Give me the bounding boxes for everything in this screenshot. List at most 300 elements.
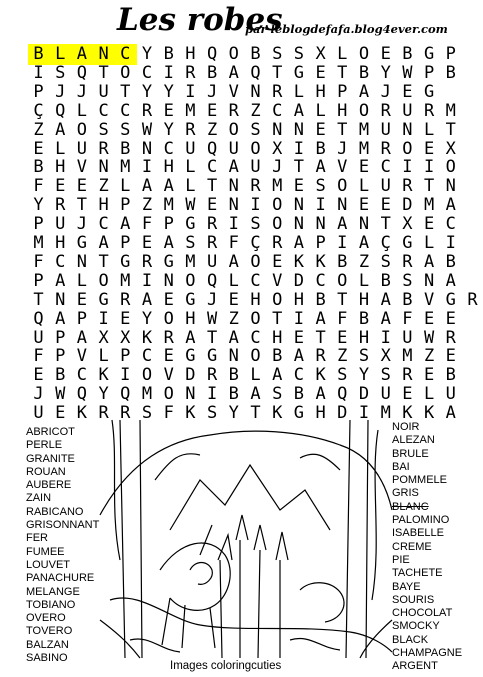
- grid-letter[interactable]: T: [76, 195, 88, 216]
- grid-letter[interactable]: L: [423, 233, 435, 253]
- grid-letter[interactable]: J: [33, 384, 44, 405]
- grid-letter[interactable]: U: [380, 119, 391, 140]
- grid-letter[interactable]: L: [250, 365, 261, 386]
- grid-letter[interactable]: K: [76, 403, 88, 424]
- grid-letter[interactable]: O: [250, 346, 261, 367]
- grid-letter[interactable]: D: [185, 365, 196, 386]
- grid-letter[interactable]: D: [293, 270, 305, 291]
- grid-letter[interactable]: X: [445, 138, 456, 159]
- grid-letter[interactable]: C: [315, 270, 326, 291]
- grid-letter[interactable]: Q: [206, 44, 218, 64]
- grid-letter[interactable]: M: [380, 403, 391, 424]
- grid-letter[interactable]: R: [423, 100, 435, 121]
- grid-letter[interactable]: C: [76, 365, 88, 386]
- grid-letter[interactable]: X: [98, 327, 109, 348]
- grid-letter[interactable]: B: [315, 138, 326, 159]
- grid-letter[interactable]: P: [120, 233, 131, 253]
- grid-letter[interactable]: I: [402, 157, 413, 178]
- grid-letter[interactable]: B: [445, 365, 456, 386]
- grid-letter[interactable]: Ç: [33, 100, 44, 121]
- grid-letter[interactable]: P: [120, 346, 131, 367]
- grid-letter[interactable]: R: [445, 327, 456, 348]
- grid-letter[interactable]: D: [358, 384, 370, 405]
- grid-letter[interactable]: K: [141, 327, 153, 348]
- grid-letter[interactable]: D: [337, 403, 348, 424]
- grid-letter[interactable]: O: [402, 138, 413, 159]
- grid-letter[interactable]: I: [293, 138, 305, 159]
- grid-letter[interactable]: G: [185, 289, 196, 310]
- grid-letter[interactable]: P: [315, 233, 326, 253]
- grid-letter[interactable]: T: [272, 308, 283, 329]
- grid-letter[interactable]: E: [402, 384, 413, 405]
- grid-letter[interactable]: L: [120, 176, 131, 197]
- grid-letter[interactable]: O: [228, 44, 239, 64]
- grid-letter[interactable]: I: [185, 81, 196, 102]
- grid-letter[interactable]: G: [163, 251, 174, 272]
- grid-letter[interactable]: G: [402, 233, 413, 253]
- grid-letter[interactable]: S: [185, 233, 196, 253]
- grid-letter[interactable]: G: [185, 346, 196, 367]
- grid-letter[interactable]: O: [272, 289, 283, 310]
- grid-letter[interactable]: U: [228, 138, 239, 159]
- grid-letter[interactable]: F: [33, 251, 44, 272]
- grid-letter[interactable]: O: [228, 119, 239, 140]
- grid-letter[interactable]: E: [423, 365, 435, 386]
- grid-letter[interactable]: A: [228, 157, 239, 178]
- grid-letter[interactable]: T: [315, 327, 326, 348]
- grid-letter[interactable]: E: [163, 100, 174, 121]
- grid-letter[interactable]: C: [206, 157, 218, 178]
- grid-letter[interactable]: M: [120, 157, 131, 178]
- grid-letter[interactable]: O: [337, 176, 348, 197]
- grid-letter[interactable]: E: [445, 308, 456, 329]
- grid-letter[interactable]: H: [98, 195, 109, 216]
- grid-letter[interactable]: O: [250, 308, 261, 329]
- grid-letter[interactable]: R: [206, 214, 218, 235]
- grid-letter[interactable]: O: [163, 308, 174, 329]
- grid-letter[interactable]: K: [402, 403, 413, 424]
- grid-letter[interactable]: E: [76, 176, 88, 197]
- grid-letter[interactable]: T: [380, 214, 391, 235]
- grid-letter[interactable]: J: [206, 81, 218, 102]
- grid-letter[interactable]: G: [445, 289, 456, 310]
- grid-letter[interactable]: B: [358, 308, 370, 329]
- grid-letter[interactable]: B: [293, 384, 305, 405]
- grid-letter[interactable]: W: [185, 195, 196, 216]
- grid-letter[interactable]: R: [141, 100, 153, 121]
- grid-letter[interactable]: P: [55, 327, 66, 348]
- grid-letter[interactable]: W: [423, 327, 435, 348]
- grid-letter[interactable]: T: [98, 62, 109, 83]
- grid-letter[interactable]: B: [337, 251, 348, 272]
- grid-letter[interactable]: A: [141, 176, 153, 197]
- grid-letter[interactable]: V: [423, 289, 435, 310]
- grid-letter[interactable]: E: [380, 195, 391, 216]
- grid-letter[interactable]: G: [423, 44, 435, 64]
- grid-letter[interactable]: L: [337, 44, 348, 64]
- grid-letter[interactable]: H: [55, 157, 66, 178]
- grid-letter[interactable]: U: [98, 81, 109, 102]
- grid-letter[interactable]: C: [250, 327, 261, 348]
- grid-letter[interactable]: B: [33, 157, 44, 178]
- grid-letter[interactable]: B: [315, 289, 326, 310]
- grid-letter[interactable]: Z: [33, 119, 44, 140]
- grid-letter[interactable]: O: [141, 365, 153, 386]
- grid-letter[interactable]: I: [380, 327, 391, 348]
- grid-letter[interactable]: S: [98, 119, 109, 140]
- grid-letter[interactable]: E: [206, 100, 218, 121]
- grid-letter[interactable]: F: [228, 233, 239, 253]
- grid-letter[interactable]: O: [272, 195, 283, 216]
- grid-letter[interactable]: V: [76, 346, 88, 367]
- grid-letter[interactable]: L: [423, 119, 435, 140]
- grid-letter[interactable]: E: [76, 289, 88, 310]
- grid-letter[interactable]: R: [185, 119, 196, 140]
- grid-letter[interactable]: B: [445, 251, 456, 272]
- grid-letter[interactable]: W: [206, 308, 218, 329]
- grid-letter[interactable]: L: [423, 384, 435, 405]
- grid-letter[interactable]: A: [185, 327, 196, 348]
- grid-letter[interactable]: B: [120, 138, 131, 159]
- grid-letter[interactable]: U: [250, 157, 261, 178]
- grid-letter[interactable]: B: [55, 365, 66, 386]
- grid-letter[interactable]: Z: [423, 346, 435, 367]
- grid-letter[interactable]: O: [185, 270, 196, 291]
- grid-letter[interactable]: Q: [55, 100, 66, 121]
- grid-letter[interactable]: K: [315, 251, 326, 272]
- grid-letter[interactable]: A: [163, 176, 174, 197]
- grid-letter[interactable]: X: [402, 214, 413, 235]
- grid-letter[interactable]: E: [163, 346, 174, 367]
- grid-letter[interactable]: S: [337, 365, 348, 386]
- grid-letter[interactable]: H: [272, 327, 283, 348]
- grid-letter[interactable]: A: [445, 195, 456, 216]
- grid-letter[interactable]: N: [163, 270, 174, 291]
- grid-letter[interactable]: N: [272, 119, 283, 140]
- grid-letter[interactable]: T: [98, 251, 109, 272]
- grid-letter[interactable]: U: [380, 384, 391, 405]
- grid-letter[interactable]: O: [337, 270, 348, 291]
- grid-letter[interactable]: W: [402, 62, 413, 83]
- grid-letter[interactable]: H: [315, 81, 326, 102]
- grid-letter[interactable]: E: [380, 44, 391, 64]
- grid-letter[interactable]: J: [76, 81, 88, 102]
- grid-letter[interactable]: S: [272, 384, 283, 405]
- grid-letter[interactable]: R: [120, 289, 131, 310]
- grid-letter[interactable]: T: [293, 157, 305, 178]
- grid-letter[interactable]: G: [293, 62, 305, 83]
- grid-letter[interactable]: F: [141, 214, 153, 235]
- grid-letter[interactable]: R: [272, 233, 283, 253]
- grid-letter[interactable]: M: [141, 384, 153, 405]
- grid-letter[interactable]: A: [55, 270, 66, 291]
- grid-letter[interactable]: O: [445, 157, 456, 178]
- grid-letter[interactable]: L: [55, 138, 66, 159]
- grid-letter[interactable]: E: [163, 289, 174, 310]
- grid-letter[interactable]: Z: [358, 251, 370, 272]
- grid-letter[interactable]: U: [402, 100, 413, 121]
- grid-letter[interactable]: Z: [141, 195, 153, 216]
- grid-letter[interactable]: A: [272, 365, 283, 386]
- grid-letter[interactable]: J: [272, 157, 283, 178]
- grid-letter[interactable]: Q: [76, 384, 88, 405]
- grid-letter[interactable]: V: [163, 365, 174, 386]
- grid-letter[interactable]: N: [358, 214, 370, 235]
- grid-letter[interactable]: E: [423, 214, 435, 235]
- grid-letter[interactable]: T: [250, 403, 261, 424]
- grid-letter[interactable]: T: [33, 289, 44, 310]
- grid-letter[interactable]: C: [163, 138, 174, 159]
- grid-letter[interactable]: N: [76, 251, 88, 272]
- grid-letter[interactable]: M: [185, 251, 196, 272]
- grid-letter[interactable]: A: [98, 233, 109, 253]
- grid-letter[interactable]: A: [141, 289, 153, 310]
- grid-letter[interactable]: M: [402, 346, 413, 367]
- grid-letter[interactable]: N: [315, 214, 326, 235]
- grid-letter[interactable]: L: [55, 44, 66, 64]
- grid-letter[interactable]: A: [55, 119, 66, 140]
- grid-letter[interactable]: Y: [228, 403, 239, 424]
- grid-letter[interactable]: N: [141, 138, 153, 159]
- grid-letter[interactable]: A: [55, 308, 66, 329]
- grid-letter[interactable]: O: [163, 384, 174, 405]
- grid-letter[interactable]: Q: [206, 270, 218, 291]
- grid-letter[interactable]: R: [402, 251, 413, 272]
- grid-letter[interactable]: S: [141, 403, 153, 424]
- grid-letter[interactable]: H: [250, 289, 261, 310]
- grid-letter[interactable]: Z: [98, 176, 109, 197]
- grid-letter[interactable]: N: [337, 195, 348, 216]
- grid-letter[interactable]: A: [423, 251, 435, 272]
- grid-letter[interactable]: O: [250, 138, 261, 159]
- grid-letter[interactable]: A: [358, 81, 370, 102]
- grid-letter[interactable]: P: [33, 81, 44, 102]
- grid-letter[interactable]: T: [206, 176, 218, 197]
- grid-letter[interactable]: P: [337, 81, 348, 102]
- grid-letter[interactable]: L: [358, 270, 370, 291]
- grid-letter[interactable]: S: [250, 119, 261, 140]
- grid-letter[interactable]: I: [163, 62, 174, 83]
- grid-letter[interactable]: M: [423, 195, 435, 216]
- grid-letter[interactable]: E: [358, 195, 370, 216]
- grid-letter[interactable]: U: [55, 214, 66, 235]
- grid-letter[interactable]: R: [380, 138, 391, 159]
- grid-letter[interactable]: S: [380, 365, 391, 386]
- grid-letter[interactable]: I: [98, 308, 109, 329]
- grid-letter[interactable]: K: [185, 403, 196, 424]
- grid-letter[interactable]: B: [445, 62, 456, 83]
- grid-letter[interactable]: V: [272, 270, 283, 291]
- grid-letter[interactable]: G: [293, 403, 305, 424]
- grid-letter[interactable]: O: [250, 251, 261, 272]
- grid-letter[interactable]: I: [358, 403, 370, 424]
- grid-letter[interactable]: S: [380, 251, 391, 272]
- grid-letter[interactable]: W: [55, 384, 66, 405]
- grid-letter[interactable]: I: [423, 157, 435, 178]
- grid-letter[interactable]: B: [228, 384, 239, 405]
- grid-letter[interactable]: H: [55, 233, 66, 253]
- grid-letter[interactable]: M: [33, 233, 44, 253]
- grid-letter[interactable]: C: [55, 251, 66, 272]
- grid-letter[interactable]: A: [380, 289, 391, 310]
- grid-letter[interactable]: R: [467, 289, 478, 310]
- grid-letter[interactable]: C: [98, 214, 109, 235]
- grid-letter[interactable]: U: [33, 403, 44, 424]
- grid-letter[interactable]: T: [120, 81, 131, 102]
- grid-letter[interactable]: I: [315, 195, 326, 216]
- grid-letter[interactable]: S: [250, 214, 261, 235]
- grid-letter[interactable]: C: [250, 270, 261, 291]
- grid-letter[interactable]: X: [272, 138, 283, 159]
- grid-letter[interactable]: I: [337, 233, 348, 253]
- grid-letter[interactable]: E: [141, 233, 153, 253]
- grid-letter[interactable]: N: [55, 289, 66, 310]
- grid-letter[interactable]: Y: [141, 44, 153, 64]
- word-search-grid[interactable]: [28, 44, 478, 424]
- grid-letter[interactable]: N: [98, 157, 109, 178]
- grid-letter[interactable]: Y: [163, 81, 174, 102]
- grid-letter[interactable]: L: [358, 176, 370, 197]
- grid-letter[interactable]: N: [293, 195, 305, 216]
- grid-letter[interactable]: R: [141, 251, 153, 272]
- grid-letter[interactable]: N: [250, 81, 261, 102]
- grid-letter[interactable]: T: [337, 289, 348, 310]
- grid-letter[interactable]: U: [33, 327, 44, 348]
- grid-letter[interactable]: E: [358, 157, 370, 178]
- grid-letter[interactable]: L: [76, 100, 88, 121]
- grid-letter[interactable]: B: [402, 44, 413, 64]
- grid-letter[interactable]: F: [337, 308, 348, 329]
- grid-letter[interactable]: G: [423, 81, 435, 102]
- grid-letter[interactable]: I: [206, 384, 218, 405]
- grid-letter[interactable]: T: [337, 119, 348, 140]
- grid-letter[interactable]: U: [445, 384, 456, 405]
- grid-letter[interactable]: M: [163, 195, 174, 216]
- grid-letter[interactable]: U: [380, 176, 391, 197]
- grid-letter[interactable]: E: [315, 62, 326, 83]
- grid-letter[interactable]: F: [33, 346, 44, 367]
- grid-letter[interactable]: E: [228, 289, 239, 310]
- grid-letter[interactable]: A: [445, 270, 456, 291]
- grid-letter[interactable]: O: [358, 100, 370, 121]
- grid-letter[interactable]: Y: [141, 308, 153, 329]
- grid-letter[interactable]: F: [33, 176, 44, 197]
- grid-letter[interactable]: B: [272, 346, 283, 367]
- grid-letter[interactable]: Q: [33, 308, 44, 329]
- grid-letter[interactable]: R: [402, 176, 413, 197]
- grid-letter[interactable]: R: [380, 100, 391, 121]
- grid-letter[interactable]: X: [120, 327, 131, 348]
- grid-letter[interactable]: O: [272, 214, 283, 235]
- grid-letter[interactable]: R: [120, 403, 131, 424]
- grid-letter[interactable]: E: [33, 365, 44, 386]
- grid-letter[interactable]: P: [423, 62, 435, 83]
- grid-letter[interactable]: N: [185, 384, 196, 405]
- grid-letter[interactable]: R: [272, 81, 283, 102]
- grid-letter[interactable]: Q: [337, 384, 348, 405]
- grid-letter[interactable]: H: [337, 100, 348, 121]
- grid-letter[interactable]: L: [228, 270, 239, 291]
- grid-letter[interactable]: Ç: [380, 233, 391, 253]
- grid-letter[interactable]: H: [293, 289, 305, 310]
- grid-letter[interactable]: U: [76, 138, 88, 159]
- grid-letter[interactable]: X: [380, 346, 391, 367]
- grid-letter[interactable]: N: [293, 119, 305, 140]
- grid-letter[interactable]: S: [358, 346, 370, 367]
- grid-letter[interactable]: C: [293, 365, 305, 386]
- grid-letter[interactable]: M: [445, 100, 456, 121]
- grid-letter[interactable]: Y: [33, 195, 44, 216]
- grid-letter[interactable]: Q: [206, 138, 218, 159]
- grid-letter[interactable]: C: [141, 62, 153, 83]
- grid-letter[interactable]: N: [98, 44, 109, 64]
- grid-letter[interactable]: S: [206, 403, 218, 424]
- grid-letter[interactable]: P: [33, 214, 44, 235]
- grid-letter[interactable]: V: [76, 157, 88, 178]
- grid-letter[interactable]: P: [33, 270, 44, 291]
- grid-letter[interactable]: H: [185, 308, 196, 329]
- grid-letter[interactable]: B: [402, 289, 413, 310]
- grid-letter[interactable]: U: [185, 138, 196, 159]
- grid-letter[interactable]: L: [315, 100, 326, 121]
- grid-letter[interactable]: E: [272, 251, 283, 272]
- grid-letter[interactable]: Y: [358, 365, 370, 386]
- grid-letter[interactable]: L: [293, 81, 305, 102]
- grid-letter[interactable]: T: [272, 62, 283, 83]
- grid-letter[interactable]: G: [185, 214, 196, 235]
- grid-letter[interactable]: B: [228, 365, 239, 386]
- grid-letter[interactable]: F: [402, 308, 413, 329]
- grid-letter[interactable]: A: [293, 346, 305, 367]
- grid-letter[interactable]: G: [120, 251, 131, 272]
- grid-letter[interactable]: M: [185, 100, 196, 121]
- grid-letter[interactable]: B: [33, 44, 44, 64]
- grid-letter[interactable]: E: [337, 327, 348, 348]
- grid-letter[interactable]: J: [206, 289, 218, 310]
- grid-letter[interactable]: H: [358, 327, 370, 348]
- grid-letter[interactable]: A: [315, 384, 326, 405]
- grid-letter[interactable]: J: [76, 214, 88, 235]
- grid-letter[interactable]: A: [76, 327, 88, 348]
- grid-letter[interactable]: R: [206, 233, 218, 253]
- grid-letter[interactable]: I: [141, 270, 153, 291]
- grid-letter[interactable]: A: [120, 214, 131, 235]
- grid-letter[interactable]: R: [55, 195, 66, 216]
- grid-letter[interactable]: A: [293, 100, 305, 121]
- grid-letter[interactable]: X: [315, 44, 326, 64]
- grid-letter[interactable]: K: [315, 365, 326, 386]
- grid-letter[interactable]: T: [206, 327, 218, 348]
- grid-letter[interactable]: M: [358, 138, 370, 159]
- grid-letter[interactable]: Y: [380, 62, 391, 83]
- grid-letter[interactable]: U: [402, 327, 413, 348]
- grid-letter[interactable]: R: [315, 346, 326, 367]
- grid-letter[interactable]: A: [337, 214, 348, 235]
- grid-letter[interactable]: B: [250, 44, 261, 64]
- grid-letter[interactable]: R: [185, 62, 196, 83]
- grid-letter[interactable]: R: [98, 403, 109, 424]
- grid-letter[interactable]: I: [228, 214, 239, 235]
- grid-letter[interactable]: E: [55, 403, 66, 424]
- grid-letter[interactable]: G: [76, 233, 88, 253]
- grid-letter[interactable]: E: [55, 176, 66, 197]
- grid-letter[interactable]: B: [380, 270, 391, 291]
- grid-letter[interactable]: S: [315, 176, 326, 197]
- grid-letter[interactable]: Z: [206, 119, 218, 140]
- grid-letter[interactable]: A: [250, 384, 261, 405]
- grid-letter[interactable]: I: [33, 62, 44, 83]
- grid-letter[interactable]: O: [98, 270, 109, 291]
